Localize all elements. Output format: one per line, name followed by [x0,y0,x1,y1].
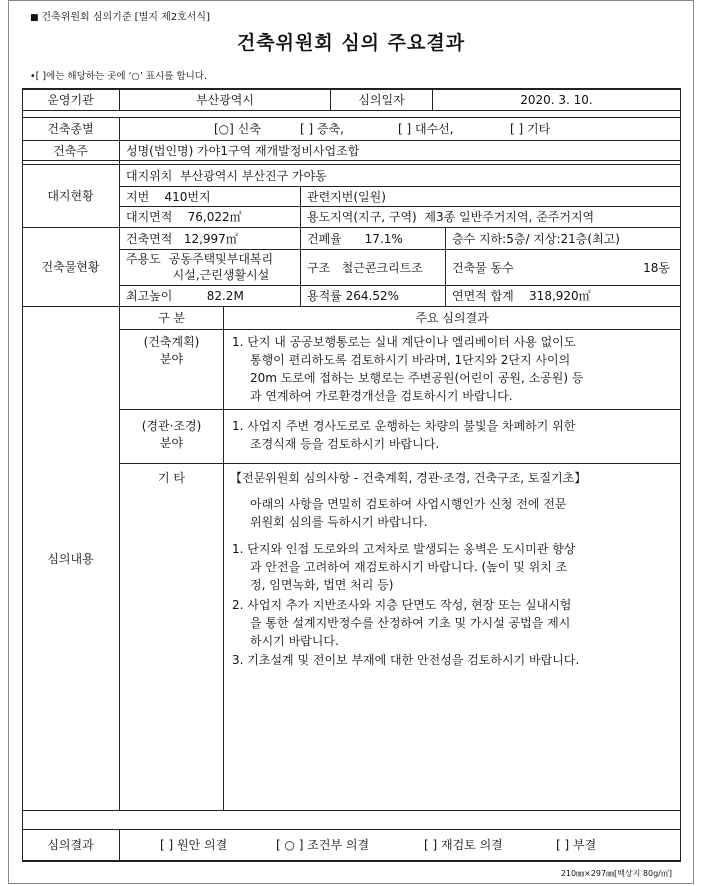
label-building-type: 건축종별 [47,122,94,136]
sec2-item1-line2: 조경식재 등을 검토하시기 바랍니다. [250,437,440,451]
result-re-review: [ ] 재검토 의결 [424,838,503,852]
site-lot: 지번 410번지 [126,189,211,204]
site-zone: 용도지역(지구, 구역) 제3종 일반주거지역, 준주거지역 [307,210,595,224]
site-area: 대지면적 76,022㎡ [126,210,242,224]
building-height: 최고높이 82.2M [126,289,244,303]
sec1-category: (건축계획) 분야 [143,335,200,366]
col-result: 주요 심의결과 [415,311,489,325]
label-org: 운영기관 [47,92,94,107]
sec2-category: (경관·조경) 분야 [141,419,202,450]
page-title: 건축위원회 심의 주요결과 [236,32,466,54]
building-floors: 층수 지하:5층/ 지상:21층(최고) [452,231,620,246]
review-date: 2020. 3. 10. [520,92,593,107]
building-coverage: 건폐율 17.1% [307,231,403,246]
sec3-item2-line1: 2. 사업지 추가 지반조사와 지층 단면도 작성, 현장 또는 실내시험 [232,598,572,612]
sec3-item3-line1: 3. 기초설계 및 전이보 부재에 대한 안전성을 검토하시기 바랍니다. [232,653,580,667]
type-new: [○] 신축 [214,122,261,136]
type-other: [ ] 기타 [510,122,551,136]
col-category: 구 분 [158,311,185,325]
sec1-item1-line1: 1. 단지 내 공공보행통로는 실내 계단이나 엘리베이터 사용 없이도 [232,335,576,349]
building-area: 건축면적 12,997㎡ [126,231,238,246]
org-value: 부산광역시 [196,92,254,107]
type-extension: [ ] 증축, [300,122,344,136]
form-reference: ■ 건축위원회 심의기준 [별지 제2호서식] [30,12,210,23]
building-structure: 구조 철근콘크리트조 [307,260,423,275]
label-review-date: 심의일자 [358,92,405,107]
sec3-item1-line2: 과 안전을 고려하여 재검토하시기 바랍니다. (높이 및 위치 조 [250,560,568,574]
sec3-item1-line1: 1. 단지와 인접 도로와의 고저차로 발생되는 옹벽은 도시미관 향상 [232,542,576,556]
result-rejected: [ ] 부결 [556,838,597,852]
building-use: 주용도 공동주택및부대복리 시설,근린생활시설 [126,252,274,282]
sec3-item1-line3: 정, 임면녹화, 법면 처리 등) [250,578,394,592]
label-building: 건축물현황 [41,260,100,274]
sec3-item2-line2: 을 통한 설계지반정수를 산정하여 기초 및 가시설 공법을 제시 [250,616,571,630]
label-site: 대지현황 [47,189,94,203]
type-major-repair: [ ] 대수선, [398,122,454,136]
sec1-item1-line2: 통행이 편리하도록 검토하시기 바라며, 1단지와 2단지 사이의 [250,353,571,367]
label-review-content: 심의내용 [47,551,94,566]
result-original: [ ] 원안 의결 [160,838,228,852]
owner-value: 성명(법인명) 가야1구역 재개발정비사업조합 [126,143,360,158]
label-review-result: 심의결과 [47,838,94,852]
sec1-item1-line4: 과 연계하여 가로환경개선을 검토하시기 바랍니다. [250,389,513,403]
form-note: •[ ]에는 해당하는 곳에 ‘○’ 표시를 합니다. [30,71,207,82]
result-conditional: [ ○ ] 조건부 의결 [276,838,370,852]
building-gfa: 연면적 합계 318,920㎡ [452,289,591,303]
site-related-lot: 관련지번(일원) [307,189,386,204]
building-count: 건축물 동수 18동 [452,260,670,275]
site-location: 대지위치 부산광역시 부산진구 가야동 [126,168,327,183]
sec3-category: 기 타 [158,471,185,485]
building-far: 용적률 264.52% [307,289,399,303]
paper-spec: 210㎜×297㎜[백상지 80g/㎡] [560,869,672,878]
sec3-item2-line3: 하시기 바랍니다. [250,634,339,648]
sec3-intro-line2: 위원회 심의를 득하시기 바랍니다. [250,515,428,529]
sec2-item1-line1: 1. 사업지 주변 경사도로로 운행하는 차량의 불빛을 차폐하기 위한 [232,419,576,433]
sec3-intro-line1: 아래의 사항을 면밀히 검토하여 사업시행인가 신청 전에 전문 [250,497,567,511]
label-owner: 건축주 [53,143,88,158]
sec3-heading: 【전문위원회 심의사항 - 건축계획, 경관·조경, 건축구조, 토질기초】 [230,471,587,485]
sec1-item1-line3: 20m 도로에 접하는 보행로는 주변공원(어린이 공원, 소공원) 등 [250,371,584,385]
